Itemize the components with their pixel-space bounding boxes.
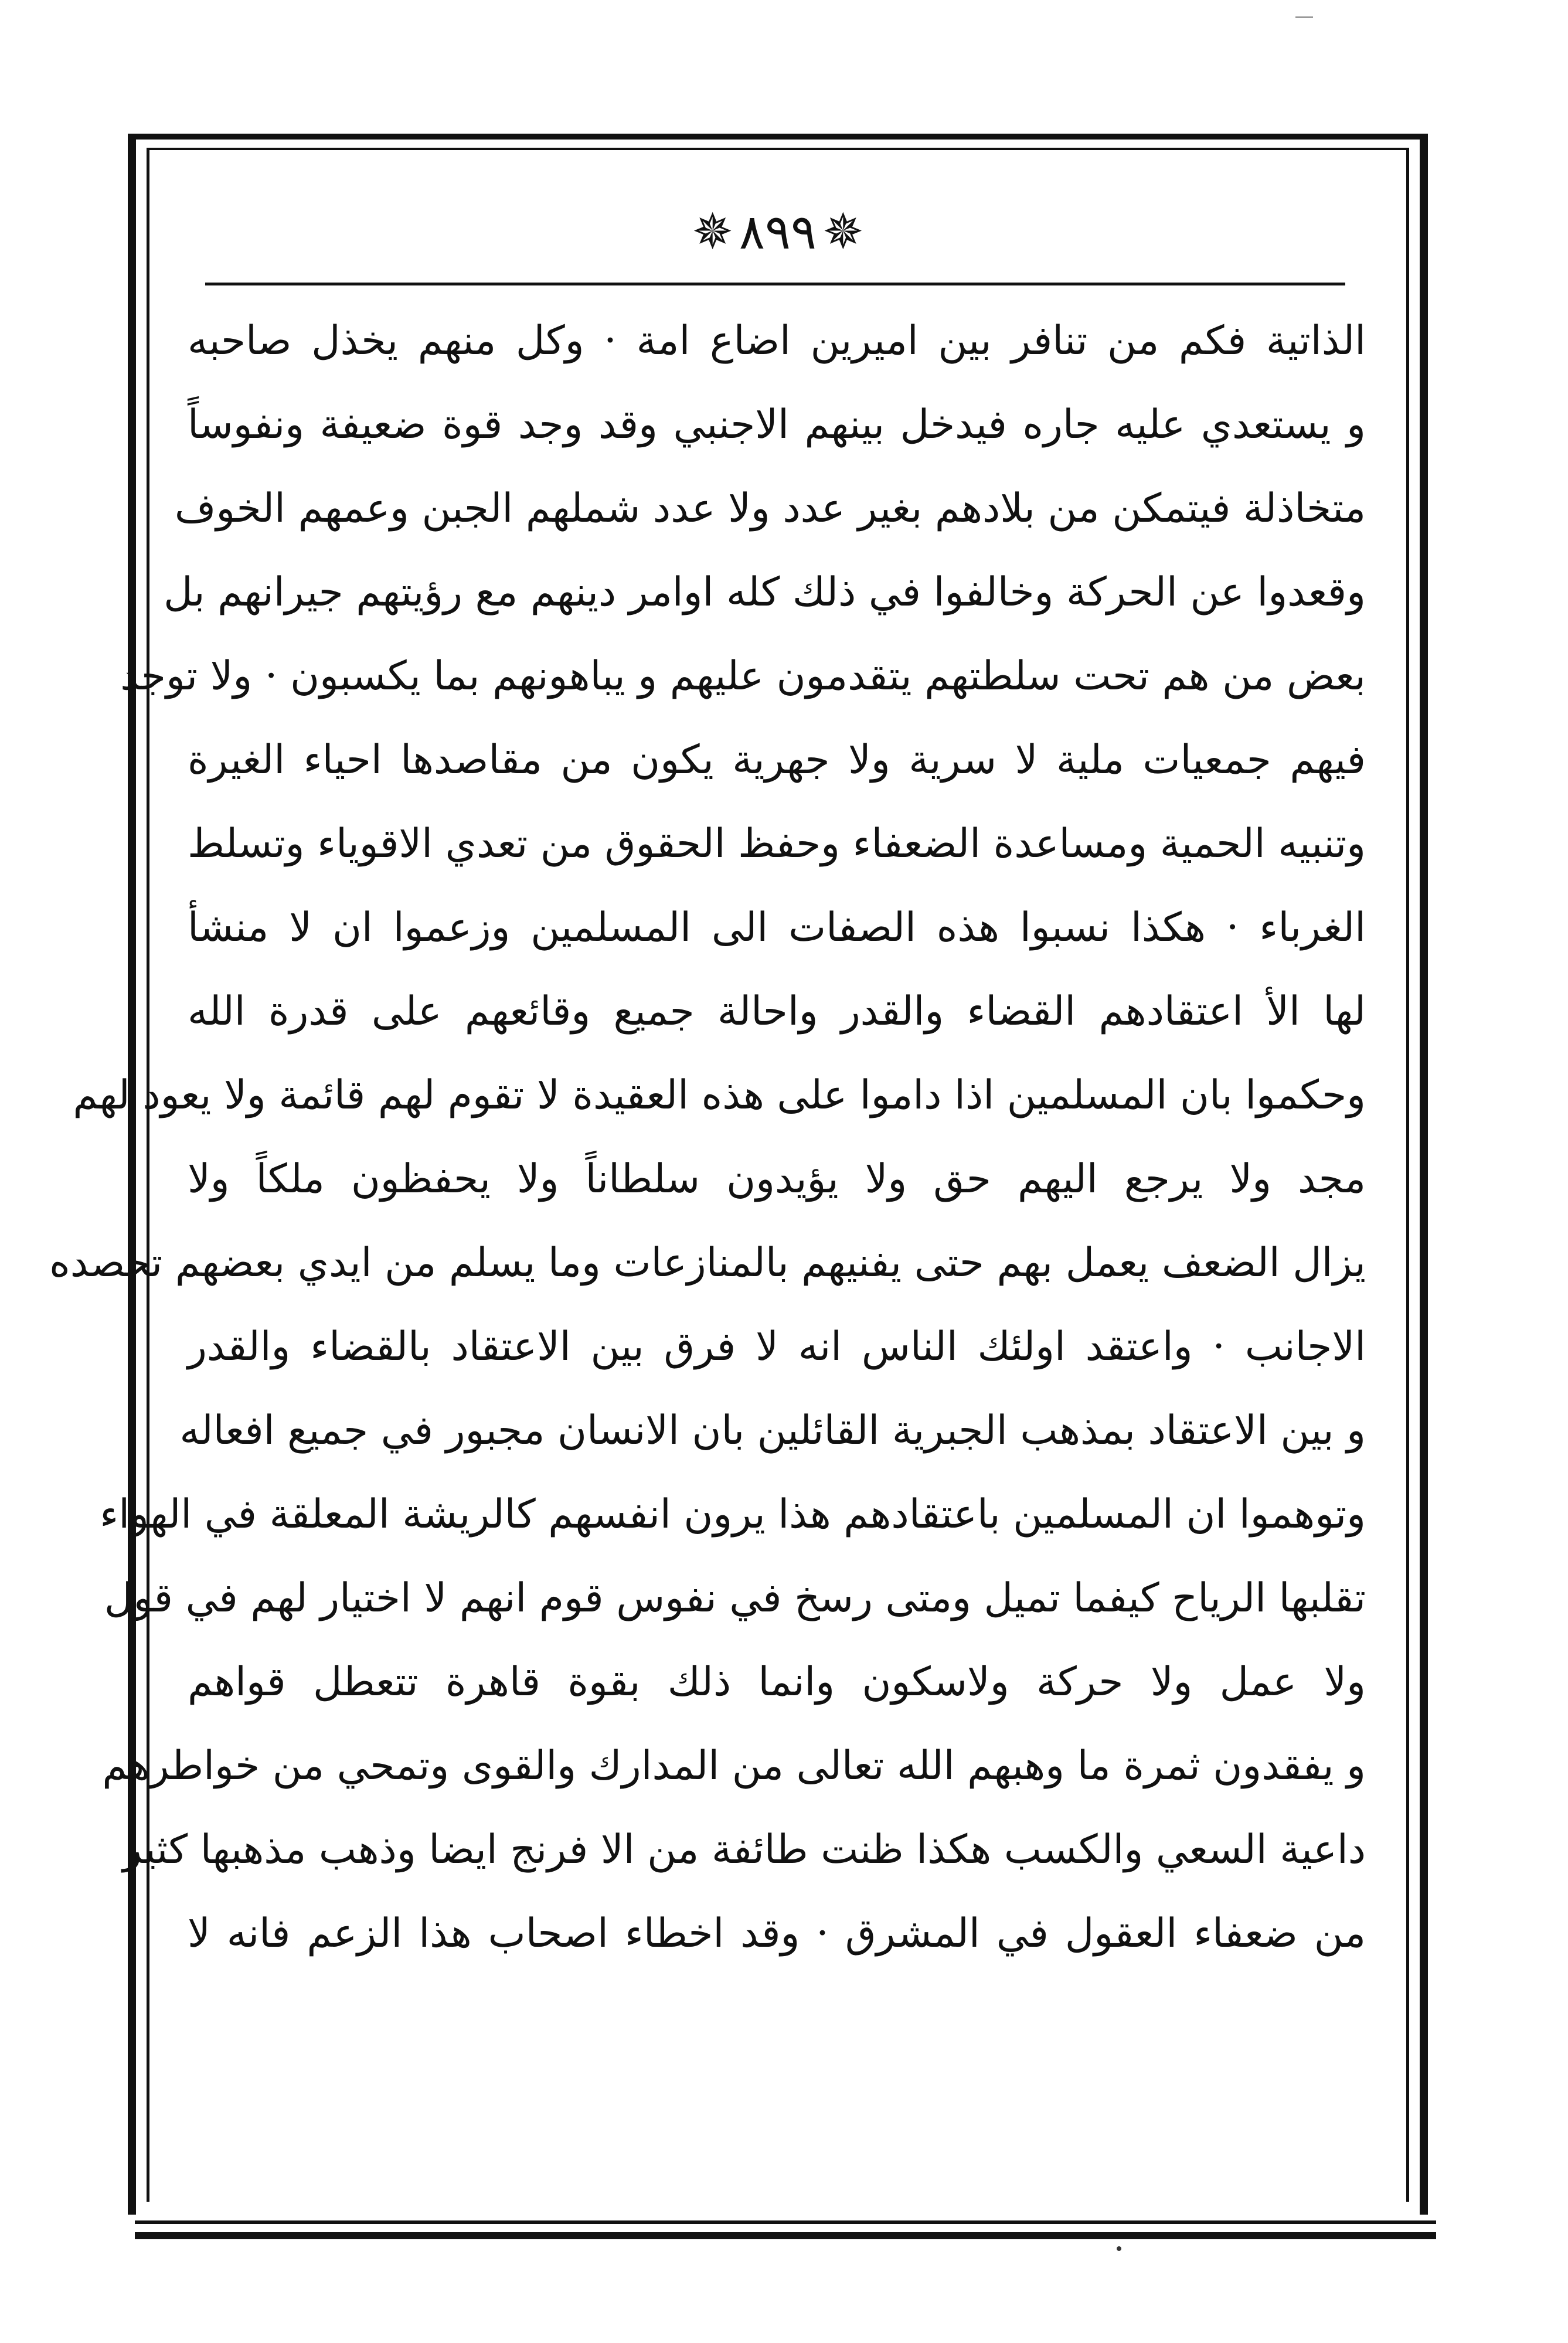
scan-dot	[1117, 2246, 1121, 2251]
text-line: وحكموا بان المسلمين اذا داموا على هذه العقيدة لا تقوم لهم قائمة ولا يعود لهم	[73, 1072, 1366, 1118]
bottom-rule-thick	[135, 2232, 1436, 2239]
text-line: بعض من هم تحت سلطتهم يتقدمون عليهم و يباهونهم بما يكسبون · ولا توجد	[120, 653, 1366, 699]
text-line: من ضعفاء العقول في المشرق · وقد اخطاء اصحاب هذا الزعم فانه لا	[188, 1910, 1366, 1957]
text-line: يزال الضعف يعمل بهم حتى يفنيهم بالمنازعات وما يسلم من ايدي بعضهم تحصده	[49, 1240, 1366, 1286]
text-line: وقعدوا عن الحركة وخالفوا في ذلك كله اوامر دينهم مع رؤيتهم جيرانهم بل	[164, 569, 1366, 615]
text-line: ولا عمل ولا حركة ولاسكون وانما ذلك بقوة قاهرة تتعطل قواهم	[188, 1659, 1366, 1705]
scan-mark	[1295, 16, 1313, 18]
body-text	[49, 299, 1366, 1975]
ornament-left-icon: ✵	[692, 203, 733, 260]
text-line: مجد ولا يرجع اليهم حق ولا يؤيدون سلطاناً ولا يحفظون ملكاً ولا	[188, 1156, 1366, 1202]
bottom-rule-thin	[135, 2220, 1436, 2224]
text-line: داعية السعي والكسب هكذا ظنت طائفة من الا فرنج ايضا وذهب مذهبها كثير	[123, 1827, 1366, 1873]
page-number: ٨٩٩	[739, 205, 817, 260]
text-line: تقلبها الرياح كيفما تميل ومتى رسخ في نفوس قوم انهم لا اختيار لهم في قول	[104, 1575, 1366, 1621]
header-rule	[205, 283, 1345, 285]
text-line: متخاذلة فيتمكن من بلادهم بغير عدد ولا عدد شملهم الجبن وعمهم الخوف	[174, 485, 1366, 532]
ornament-right-icon: ✵	[822, 203, 864, 260]
text-line: فيهم جمعيات ملية لا سرية ولا جهرية يكون من مقاصدها احياء الغيرة	[188, 737, 1366, 783]
text-line: لها الأ اعتقادهم القضاء والقدر واحالة جميع وقائعهم على قدرة الله	[188, 988, 1366, 1035]
text-line: وتنبيه الحمية ومساعدة الضعفاء وحفظ الحقوق من تعدي الاقوياء وتسلط	[188, 821, 1366, 867]
text-line: الغرباء · هكذا نسبوا هذه الصفات الى المسلمين وزعموا ان لا منشأ	[188, 904, 1366, 951]
text-line: و بين الاعتقاد بمذهب الجبرية القائلين بان الانسان مجبور في جميع افعاله	[179, 1407, 1366, 1454]
text-line: وتوهموا ان المسلمين باعتقادهم هذا يرون انفسهم كالريشة المعلقة في الهواء	[100, 1491, 1366, 1538]
page-header	[147, 199, 1409, 265]
text-line: الاجانب · واعتقد اولئك الناس انه لا فرق بين الاعتقاد بالقضاء والقدر	[188, 1324, 1366, 1370]
text-line: و يفقدون ثمرة ما وهبهم الله تعالى من المدارك والقوى وتمحي من خواطرهم	[102, 1743, 1366, 1789]
text-line: الذاتية فكم من تنافر بين اميرين اضاع امة · وكل منهم يخذل صاحبه	[188, 318, 1366, 364]
text-line: و يستعدي عليه جاره فيدخل بينهم الاجنبي وقد وجد قوة ضعيفة ونفوساً	[188, 402, 1366, 448]
